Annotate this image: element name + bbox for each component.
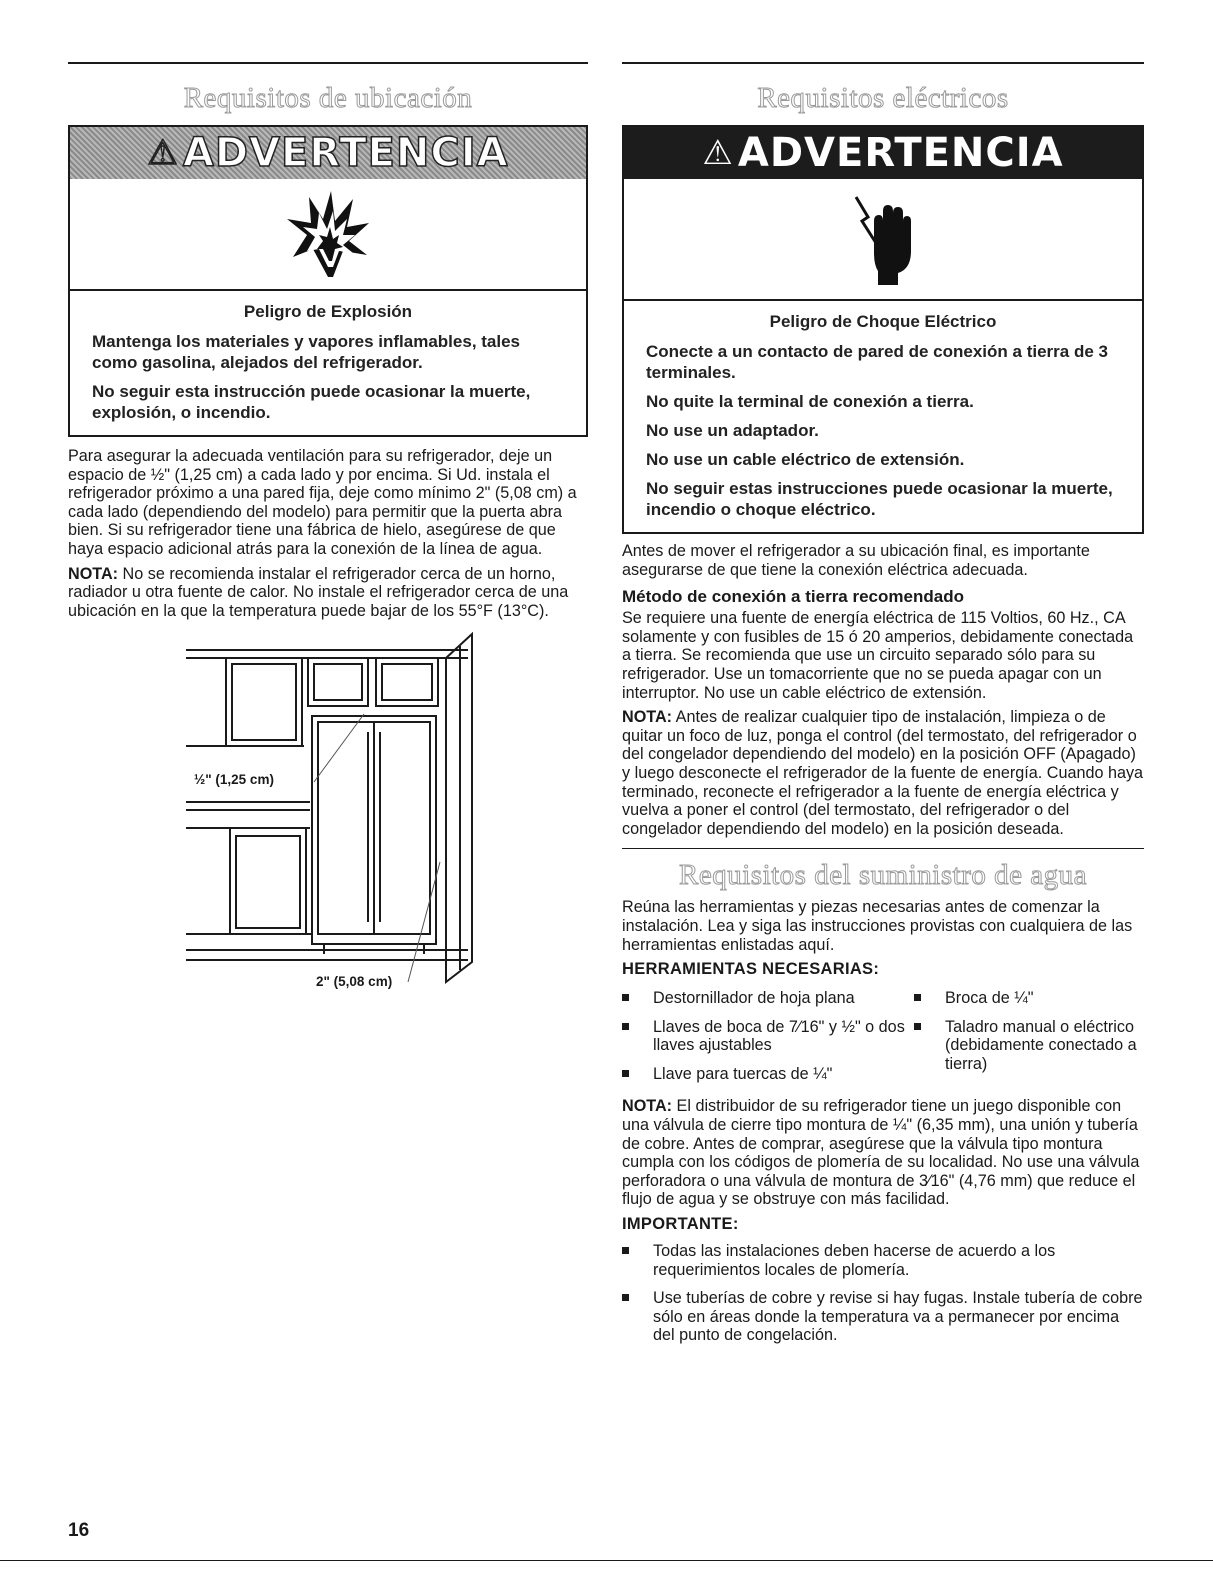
explosion-warning-box bbox=[68, 125, 588, 437]
nota-label: NOTA: bbox=[622, 708, 673, 727]
bullet-icon bbox=[914, 1023, 921, 1030]
warning-line: No quite la terminal de conexión a tierra. bbox=[646, 392, 974, 411]
shock-icon-area bbox=[624, 179, 1142, 301]
section-rule bbox=[622, 848, 1144, 849]
list-item-text: Todas las instalaciones deben hacerse de acuerdo a los requerimientos locales de plomería. bbox=[653, 1242, 1056, 1279]
nota-text: Antes de realizar cualquier tipo de instalación, limpieza o de quitar un foco de luz, ponga el control (del termostato, del refrigerador o del congelador dependiendo del modelo) en la posición OFF (Apagado) y luego desconecte el refrigerador de la fuente de energía. Cuando haya terminado, reconecte el refrigerador a la fuente de energía eléctrica y vuelva a poner el control (del termostato, del refrigerador o del congelador dependiendo del modelo) en la posición deseada. bbox=[622, 708, 1144, 838]
left-column bbox=[68, 62, 588, 992]
warning-header bbox=[624, 127, 1142, 179]
warning-body bbox=[70, 291, 586, 435]
nota-text: No se recomienda instalar el refrigerador cerca de un horno, radiador u otra fuente de calor. No instale el refrigerador cerca de una ubicación en la que la temperatura puede bajar de los 55°F (13°C). bbox=[68, 564, 569, 620]
top-rule bbox=[68, 62, 588, 64]
bullet-icon bbox=[622, 1247, 629, 1254]
tools-column-a bbox=[622, 989, 914, 1093]
warning-body bbox=[624, 301, 1142, 532]
list-item bbox=[914, 1018, 1144, 1074]
list-item bbox=[622, 989, 914, 1008]
refrigerator-clearance-illustration bbox=[68, 632, 588, 992]
wall-clearance-label: 2" (5,08 cm) bbox=[316, 974, 393, 990]
warning-line: No seguir esta instrucción puede ocasionar la muerte, explosión, o incendio. bbox=[92, 382, 531, 422]
tools-column-b bbox=[914, 989, 1144, 1093]
section-title-electrical: Requisitos eléctricos bbox=[757, 82, 1009, 114]
list-item-text: Destornillador de hoja plana bbox=[653, 989, 855, 1008]
bullet-icon bbox=[914, 994, 921, 1001]
list-item-text: Llaves de boca de 7⁄16" y ½" o dos llaves ajustables bbox=[653, 1017, 905, 1055]
explosion-icon bbox=[283, 189, 373, 279]
water-intro: Reúna las herramientas y piezas necesarias antes de comenzar la instalación. Lea y siga las instrucciones provistas con cualquiera de las herramientas enlistadas aquí. bbox=[622, 898, 1133, 954]
hazard-title: Peligro de Choque Eléctrico bbox=[769, 312, 997, 331]
important-heading: IMPORTANTE: bbox=[622, 1215, 739, 1234]
warning-line: No use un cable eléctrico de extensión. bbox=[646, 450, 965, 469]
nota-label: NOTA: bbox=[68, 564, 119, 583]
list-item bbox=[622, 1289, 1144, 1345]
bullet-icon bbox=[622, 1294, 629, 1301]
warning-header-label: ADVERTENCIA bbox=[182, 130, 509, 176]
side-clearance-label: ½" (1,25 cm) bbox=[194, 772, 274, 788]
nota-paragraph bbox=[68, 565, 588, 621]
list-item bbox=[622, 1065, 914, 1084]
nota-label: NOTA: bbox=[622, 1097, 673, 1116]
list-item-text: Broca de ¼" bbox=[945, 989, 1034, 1008]
warning-header-label: ADVERTENCIA bbox=[737, 130, 1064, 176]
important-list bbox=[622, 1242, 1144, 1345]
nota-text: El distribuidor de su refrigerador tiene un juego disponible con una válvula de cierre tipo montura de ¼" (6,35 mm), una unión y tubería de cobre. Antes de comprar, asegúrese que la válvula tipo montura cumpla con los códigos de plomería de su localidad. No use una válvula perforadora o una válvula de montura de 3⁄16" (4,76 mm) que reduce el flujo de agua y se obstruye con más facilidad. bbox=[622, 1097, 1140, 1209]
bullet-icon bbox=[622, 994, 629, 1001]
warning-line: Mantenga los materiales y vapores inflamables, tales como gasolina, alejados del refrigerador. bbox=[92, 332, 521, 372]
warning-triangle-icon: ⚠ bbox=[702, 133, 734, 173]
tools-heading: HERRAMIENTAS NECESARIAS: bbox=[622, 960, 880, 979]
bottom-rule bbox=[0, 1560, 1213, 1561]
shock-warning-box bbox=[622, 125, 1144, 534]
list-item-text: Taladro manual o eléctrico (debidamente conectado a tierra) bbox=[945, 1017, 1137, 1073]
ventilation-paragraph: Para asegurar la adecuada ventilación para su refrigerador, deje un espacio de ½" (1,25 cm) a cada lado y por encima. Si Ud. instala el refrigerador próximo a una pared fija, deje como mínimo 2" (5,08 cm) a cada lado (dependiendo del modelo) para permitir que la puerta abra bien. Si su refrigerador tiene una fábrica de hielo, asegúrese de que haya espacio adicional atrás para la conexión de la línea de agua. bbox=[68, 447, 577, 558]
grounding-paragraph: Se requiere una fuente de energía eléctrica de 115 Voltios, 60 Hz., CA solamente y con fusibles de 15 ó 20 amperios, debidamente conectada a tierra. Se recomienda que use un circuito separado sólo para su refrigerador. Use un tomacorriente que no se pueda apagar con un interruptor. No use un cable eléctrico de extensión. bbox=[622, 609, 1134, 702]
electric-shock-icon bbox=[848, 191, 918, 287]
list-item bbox=[622, 1018, 914, 1055]
explosion-icon-area bbox=[70, 179, 586, 291]
bullet-icon bbox=[622, 1070, 629, 1077]
section-title-location: Requisitos de ubicación bbox=[183, 82, 473, 114]
bullet-icon bbox=[622, 1023, 629, 1030]
list-item bbox=[622, 1242, 1144, 1279]
warning-triangle-icon: ⚠ bbox=[147, 133, 179, 173]
warning-line: No use un adaptador. bbox=[646, 421, 819, 440]
water-nota-paragraph bbox=[622, 1097, 1144, 1209]
warning-header bbox=[70, 127, 586, 179]
list-item-text: Use tuberías de cobre y revise si hay fugas. Instale tubería de cobre sólo en áreas donde la temperatura va a permanecer por encima del punto de congelación. bbox=[653, 1289, 1143, 1345]
tools-list bbox=[622, 989, 1144, 1093]
hazard-title: Peligro de Explosión bbox=[243, 302, 413, 321]
list-item bbox=[914, 989, 1144, 1008]
nota-paragraph bbox=[622, 708, 1144, 838]
section-title-water: Requisitos del suministro de agua bbox=[679, 859, 1087, 892]
list-item-text: Llave para tuercas de ¼" bbox=[653, 1064, 833, 1083]
clearance-figure bbox=[68, 632, 588, 992]
right-column bbox=[622, 62, 1144, 1355]
top-rule bbox=[622, 62, 1144, 64]
electrical-intro: Antes de mover el refrigerador a su ubicación final, es importante asegurarse de que tiene la conexión eléctrica adecuada. bbox=[622, 542, 1090, 579]
warning-line: Conecte a un contacto de pared de conexión a tierra de 3 terminales. bbox=[646, 342, 1108, 382]
page-number: 16 bbox=[68, 1520, 90, 1541]
grounding-subheading: Método de conexión a tierra recomendado bbox=[622, 587, 964, 607]
warning-line: No seguir estas instrucciones puede ocasionar la muerte, incendio o choque eléctrico. bbox=[646, 479, 1113, 519]
